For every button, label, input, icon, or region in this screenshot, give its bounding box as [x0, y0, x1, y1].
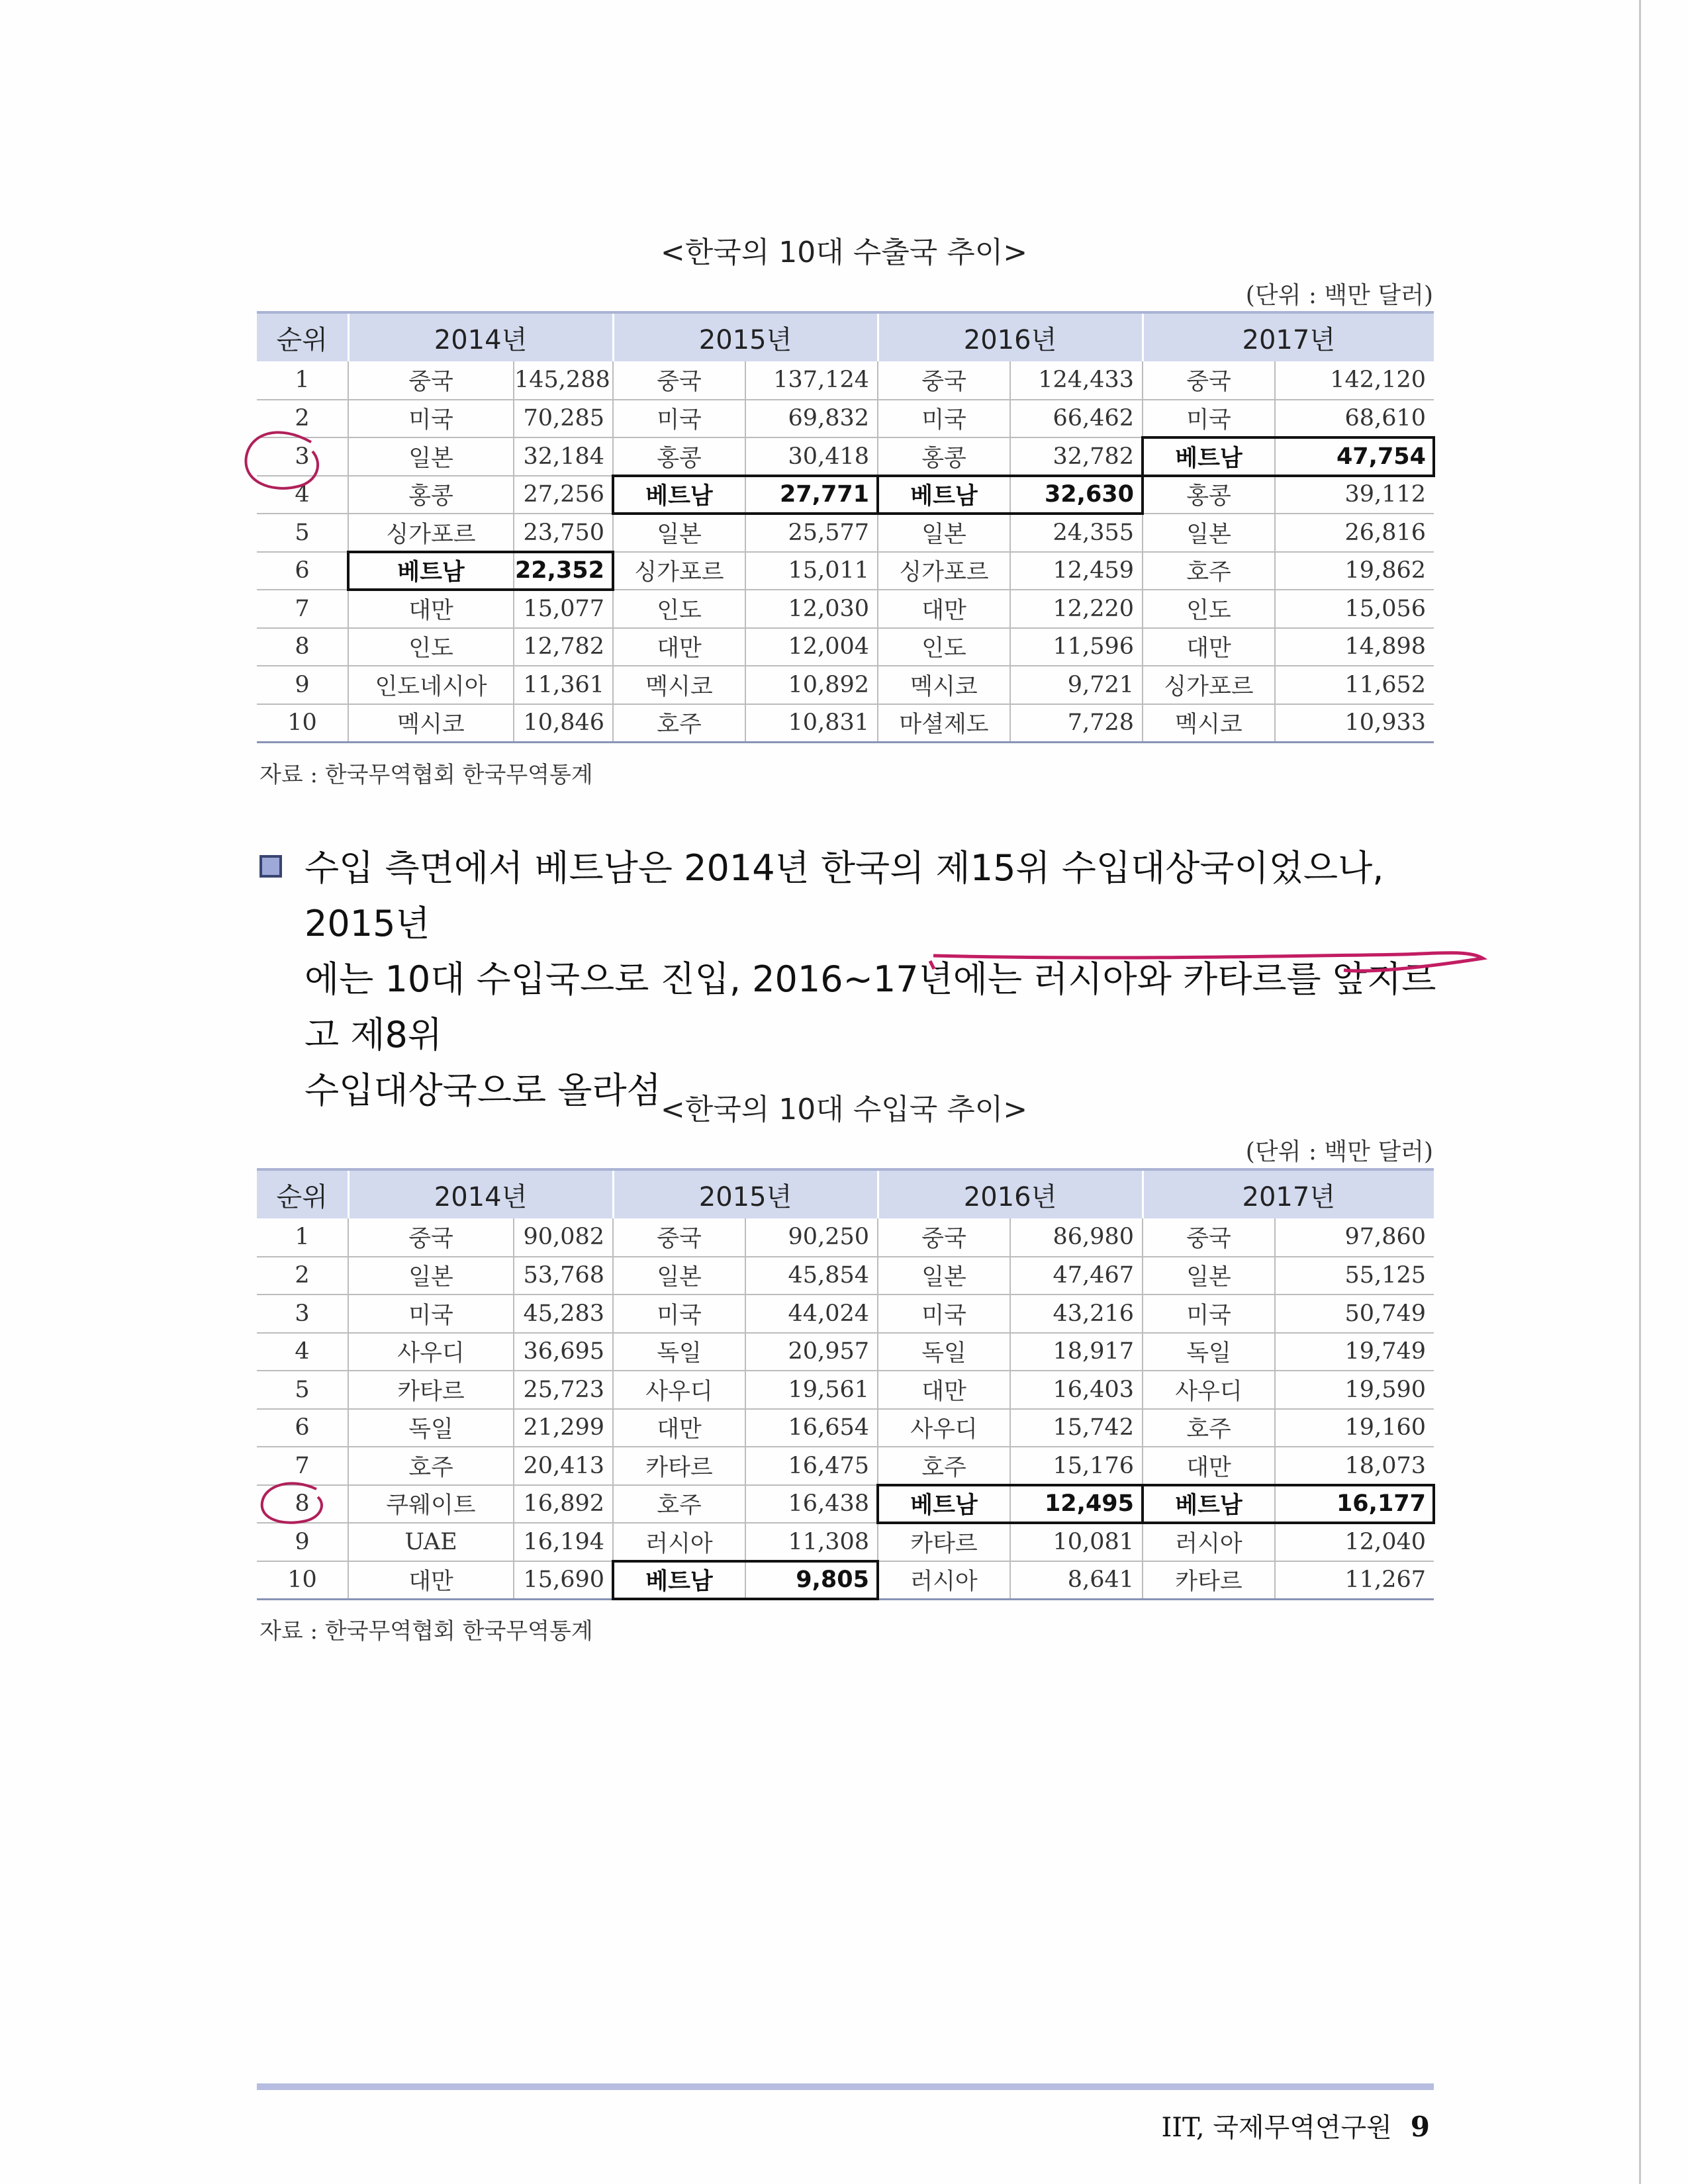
country-cell: 마셜제도 [878, 704, 1010, 743]
country-cell: 베트남 [613, 1561, 745, 1600]
rank-cell: 9 [257, 1523, 348, 1561]
country-cell: 일본 [878, 514, 1010, 552]
country-cell: 싱가포르 [613, 552, 745, 590]
value-cell: 32,630 [1010, 476, 1143, 514]
table-row [257, 1371, 1434, 1409]
country-cell: 카타르 [878, 1523, 1010, 1561]
header-2016: 2016년 [878, 1169, 1143, 1218]
country-cell: 사우디 [1143, 1371, 1275, 1409]
value-cell: 7,728 [1010, 704, 1143, 743]
rank-cell: 10 [257, 704, 348, 743]
rank-cell: 1 [257, 1218, 348, 1257]
value-cell: 145,288 [514, 361, 613, 400]
value-cell: 36,695 [514, 1333, 613, 1371]
value-cell: 15,690 [514, 1561, 613, 1600]
value-cell: 47,467 [1010, 1257, 1143, 1295]
value-cell: 16,403 [1010, 1371, 1143, 1409]
table-row [257, 1409, 1434, 1447]
country-cell: 호주 [613, 704, 745, 743]
rank-cell: 9 [257, 666, 348, 704]
table-row [257, 400, 1434, 438]
import-table-caption: <한국의 10대 수입국 추이> [660, 1093, 1028, 1126]
value-cell: 26,816 [1275, 514, 1434, 552]
header-2015: 2015년 [613, 312, 878, 361]
country-cell: 호주 [1143, 1409, 1275, 1447]
country-cell: 베트남 [878, 1485, 1010, 1524]
value-cell: 22,352 [514, 552, 613, 590]
country-cell: 카타르 [613, 1447, 745, 1485]
table-row [257, 1485, 1434, 1524]
country-cell: 미국 [878, 400, 1010, 438]
value-cell: 20,957 [745, 1333, 878, 1371]
country-cell: 일본 [613, 1257, 745, 1295]
rank-cell: 5 [257, 1371, 348, 1409]
country-cell: 독일 [1143, 1333, 1275, 1371]
value-cell: 44,024 [745, 1295, 878, 1333]
value-cell: 10,831 [745, 704, 878, 743]
table-row [257, 1295, 1434, 1333]
country-cell: 일본 [348, 1257, 514, 1295]
value-cell: 12,782 [514, 628, 613, 666]
country-cell: 독일 [878, 1333, 1010, 1371]
header-2014: 2014년 [348, 312, 613, 361]
value-cell: 137,124 [745, 361, 878, 400]
import-table [257, 1168, 1434, 1600]
country-cell: 멕시코 [1143, 704, 1275, 743]
table-row [257, 590, 1434, 628]
value-cell: 15,176 [1010, 1447, 1143, 1485]
country-cell: 인도네시아 [348, 666, 514, 704]
country-cell: 홍콩 [348, 476, 514, 514]
value-cell: 16,892 [514, 1485, 613, 1524]
country-cell: 카타르 [1143, 1561, 1275, 1600]
paragraph-line: 수입대상국으로 올라섬 [305, 1069, 661, 1111]
rank-cell: 6 [257, 1409, 348, 1447]
country-cell: 홍콩 [878, 437, 1010, 476]
country-cell: 일본 [348, 437, 514, 476]
value-cell: 15,077 [514, 590, 613, 628]
country-cell: 멕시코 [348, 704, 514, 743]
country-cell: 인도 [613, 590, 745, 628]
country-cell: 베트남 [1143, 1485, 1275, 1524]
country-cell: 독일 [613, 1333, 745, 1371]
value-cell: 10,846 [514, 704, 613, 743]
country-cell: 러시아 [1143, 1523, 1275, 1561]
table-row [257, 666, 1434, 704]
value-cell: 43,216 [1010, 1295, 1143, 1333]
country-cell: 싱가포르 [878, 552, 1010, 590]
country-cell: 인도 [1143, 590, 1275, 628]
country-cell: 싱가포르 [348, 514, 514, 552]
value-cell: 16,654 [745, 1409, 878, 1447]
value-cell: 19,862 [1275, 552, 1434, 590]
country-cell: 베트남 [348, 552, 514, 590]
export-source: 자료 : 한국무역협회 한국무역통계 [259, 762, 593, 788]
country-cell: 홍콩 [613, 437, 745, 476]
rank-cell: 4 [257, 476, 348, 514]
country-cell: 홍콩 [1143, 476, 1275, 514]
country-cell: 사우디 [348, 1333, 514, 1371]
country-cell: 중국 [1143, 1218, 1275, 1257]
value-cell: 19,749 [1275, 1333, 1434, 1371]
country-cell: 중국 [348, 1218, 514, 1257]
country-cell: 미국 [613, 400, 745, 438]
value-cell: 16,438 [745, 1485, 878, 1524]
page-edge-line [1639, 0, 1641, 2184]
table-row [257, 1333, 1434, 1371]
rank-cell: 6 [257, 552, 348, 590]
country-cell: 대만 [878, 590, 1010, 628]
country-cell: 인도 [878, 628, 1010, 666]
value-cell: 10,933 [1275, 704, 1434, 743]
rank-cell: 10 [257, 1561, 348, 1600]
value-cell: 53,768 [514, 1257, 613, 1295]
value-cell: 86,980 [1010, 1218, 1143, 1257]
country-cell: 미국 [878, 1295, 1010, 1333]
country-cell: 중국 [613, 1218, 745, 1257]
rank-cell: 7 [257, 1447, 348, 1485]
footer-org: IIT, 국제무역연구원 [1161, 2113, 1392, 2143]
value-cell: 19,561 [745, 1371, 878, 1409]
import-table-unit: (단위 : 백만 달러) [1245, 1138, 1433, 1165]
value-cell: 12,495 [1010, 1485, 1143, 1524]
country-cell: 일본 [1143, 514, 1275, 552]
value-cell: 15,056 [1275, 590, 1434, 628]
page-number: 9 [1410, 2111, 1430, 2143]
value-cell: 32,782 [1010, 437, 1143, 476]
value-cell: 16,194 [514, 1523, 613, 1561]
page-footer [1161, 2107, 1430, 2144]
country-cell: 호주 [348, 1447, 514, 1485]
country-cell: 대만 [1143, 628, 1275, 666]
table-row [257, 514, 1434, 552]
country-cell: 일본 [878, 1257, 1010, 1295]
value-cell: 19,160 [1275, 1409, 1434, 1447]
country-cell: 사우디 [878, 1409, 1010, 1447]
country-cell: 미국 [613, 1295, 745, 1333]
rank-cell: 8 [257, 628, 348, 666]
value-cell: 10,081 [1010, 1523, 1143, 1561]
value-cell: 16,475 [745, 1447, 878, 1485]
country-cell: 싱가포르 [1143, 666, 1275, 704]
value-cell: 11,308 [745, 1523, 878, 1561]
value-cell: 18,073 [1275, 1447, 1434, 1485]
header-rank: 순위 [257, 1169, 348, 1218]
table-row [257, 1218, 1434, 1257]
country-cell: 중국 [613, 361, 745, 400]
paragraph-line: 수입 측면에서 베트남은 2014년 한국의 제15위 수입대상국이었으나, 2015년 [305, 847, 1384, 944]
value-cell: 25,723 [514, 1371, 613, 1409]
value-cell: 23,750 [514, 514, 613, 552]
rank-cell: 2 [257, 1257, 348, 1295]
value-cell: 15,742 [1010, 1409, 1143, 1447]
footer-bar [257, 2083, 1434, 2090]
rank-cell: 3 [257, 437, 348, 476]
square-bullet-icon [259, 855, 282, 878]
rank-cell: 1 [257, 361, 348, 400]
country-cell: 베트남 [878, 476, 1010, 514]
paragraph-line: 에는 10대 수입국으로 진입, 2016~17년에는 러시아와 카타르를 앞지르고 제8위 [305, 958, 1436, 1056]
country-cell: 대만 [348, 1561, 514, 1600]
country-cell: 중국 [1143, 361, 1275, 400]
country-cell: 호주 [1143, 552, 1275, 590]
value-cell: 124,433 [1010, 361, 1143, 400]
rank-cell: 2 [257, 400, 348, 438]
value-cell: 10,892 [745, 666, 878, 704]
country-cell: 대만 [348, 590, 514, 628]
country-cell: 호주 [878, 1447, 1010, 1485]
value-cell: 14,898 [1275, 628, 1434, 666]
header-2016: 2016년 [878, 312, 1143, 361]
rank-cell: 4 [257, 1333, 348, 1371]
value-cell: 45,854 [745, 1257, 878, 1295]
table-row [257, 361, 1434, 400]
value-cell: 27,771 [745, 476, 878, 514]
country-cell: 미국 [348, 400, 514, 438]
value-cell: 18,917 [1010, 1333, 1143, 1371]
country-cell: 중국 [878, 1218, 1010, 1257]
country-cell: 중국 [878, 361, 1010, 400]
country-cell: 베트남 [1143, 437, 1275, 476]
table-row [257, 1257, 1434, 1295]
value-cell: 21,299 [514, 1409, 613, 1447]
value-cell: 16,177 [1275, 1485, 1434, 1524]
country-cell: 일본 [1143, 1257, 1275, 1295]
value-cell: 12,220 [1010, 590, 1143, 628]
header-rank: 순위 [257, 312, 348, 361]
country-cell: 대만 [1143, 1447, 1275, 1485]
country-cell: 호주 [613, 1485, 745, 1524]
country-cell: 베트남 [613, 476, 745, 514]
header-2017: 2017년 [1143, 1169, 1434, 1218]
import-source: 자료 : 한국무역협회 한국무역통계 [259, 1618, 593, 1645]
value-cell: 97,860 [1275, 1218, 1434, 1257]
value-cell: 70,285 [514, 400, 613, 438]
country-cell: 대만 [878, 1371, 1010, 1409]
value-cell: 11,267 [1275, 1561, 1434, 1600]
country-cell: 미국 [348, 1295, 514, 1333]
value-cell: 11,361 [514, 666, 613, 704]
country-cell: 미국 [1143, 1295, 1275, 1333]
table-row [257, 704, 1434, 743]
value-cell: 9,721 [1010, 666, 1143, 704]
value-cell: 12,040 [1275, 1523, 1434, 1561]
export-table [257, 311, 1434, 743]
table-row [257, 552, 1434, 590]
value-cell: 90,082 [514, 1218, 613, 1257]
rank-cell: 7 [257, 590, 348, 628]
value-cell: 90,250 [745, 1218, 878, 1257]
country-cell: 미국 [1143, 400, 1275, 438]
table-row [257, 1523, 1434, 1561]
value-cell: 8,641 [1010, 1561, 1143, 1600]
value-cell: 12,004 [745, 628, 878, 666]
country-cell: 멕시코 [613, 666, 745, 704]
country-cell: 러시아 [878, 1561, 1010, 1600]
rank-cell: 3 [257, 1295, 348, 1333]
value-cell: 39,112 [1275, 476, 1434, 514]
value-cell: 66,462 [1010, 400, 1143, 438]
export-table-caption: <한국의 10대 수출국 추이> [660, 236, 1028, 269]
table-row [257, 437, 1434, 476]
table-row [257, 1447, 1434, 1485]
header-2015: 2015년 [613, 1169, 878, 1218]
value-cell: 25,577 [745, 514, 878, 552]
value-cell: 15,011 [745, 552, 878, 590]
value-cell: 69,832 [745, 400, 878, 438]
value-cell: 11,652 [1275, 666, 1434, 704]
value-cell: 55,125 [1275, 1257, 1434, 1295]
table-row [257, 476, 1434, 514]
value-cell: 11,596 [1010, 628, 1143, 666]
value-cell: 19,590 [1275, 1371, 1434, 1409]
country-cell: 중국 [348, 361, 514, 400]
value-cell: 24,355 [1010, 514, 1143, 552]
value-cell: 142,120 [1275, 361, 1434, 400]
country-cell: 대만 [613, 1409, 745, 1447]
country-cell: UAE [348, 1523, 514, 1561]
value-cell: 45,283 [514, 1295, 613, 1333]
body-paragraph [305, 841, 1436, 1118]
value-cell: 30,418 [745, 437, 878, 476]
value-cell: 9,805 [745, 1561, 878, 1600]
table-row [257, 628, 1434, 666]
country-cell: 쿠웨이트 [348, 1485, 514, 1524]
country-cell: 멕시코 [878, 666, 1010, 704]
header-2017: 2017년 [1143, 312, 1434, 361]
country-cell: 인도 [348, 628, 514, 666]
rank-cell: 8 [257, 1485, 348, 1524]
table-row [257, 1561, 1434, 1600]
country-cell: 대만 [613, 628, 745, 666]
country-cell: 카타르 [348, 1371, 514, 1409]
value-cell: 12,030 [745, 590, 878, 628]
value-cell: 12,459 [1010, 552, 1143, 590]
value-cell: 32,184 [514, 437, 613, 476]
country-cell: 일본 [613, 514, 745, 552]
value-cell: 47,754 [1275, 437, 1434, 476]
country-cell: 독일 [348, 1409, 514, 1447]
header-2014: 2014년 [348, 1169, 613, 1218]
country-cell: 사우디 [613, 1371, 745, 1409]
value-cell: 50,749 [1275, 1295, 1434, 1333]
value-cell: 68,610 [1275, 400, 1434, 438]
export-table-unit: (단위 : 백만 달러) [1245, 282, 1433, 309]
rank-cell: 5 [257, 514, 348, 552]
value-cell: 27,256 [514, 476, 613, 514]
country-cell: 러시아 [613, 1523, 745, 1561]
value-cell: 20,413 [514, 1447, 613, 1485]
